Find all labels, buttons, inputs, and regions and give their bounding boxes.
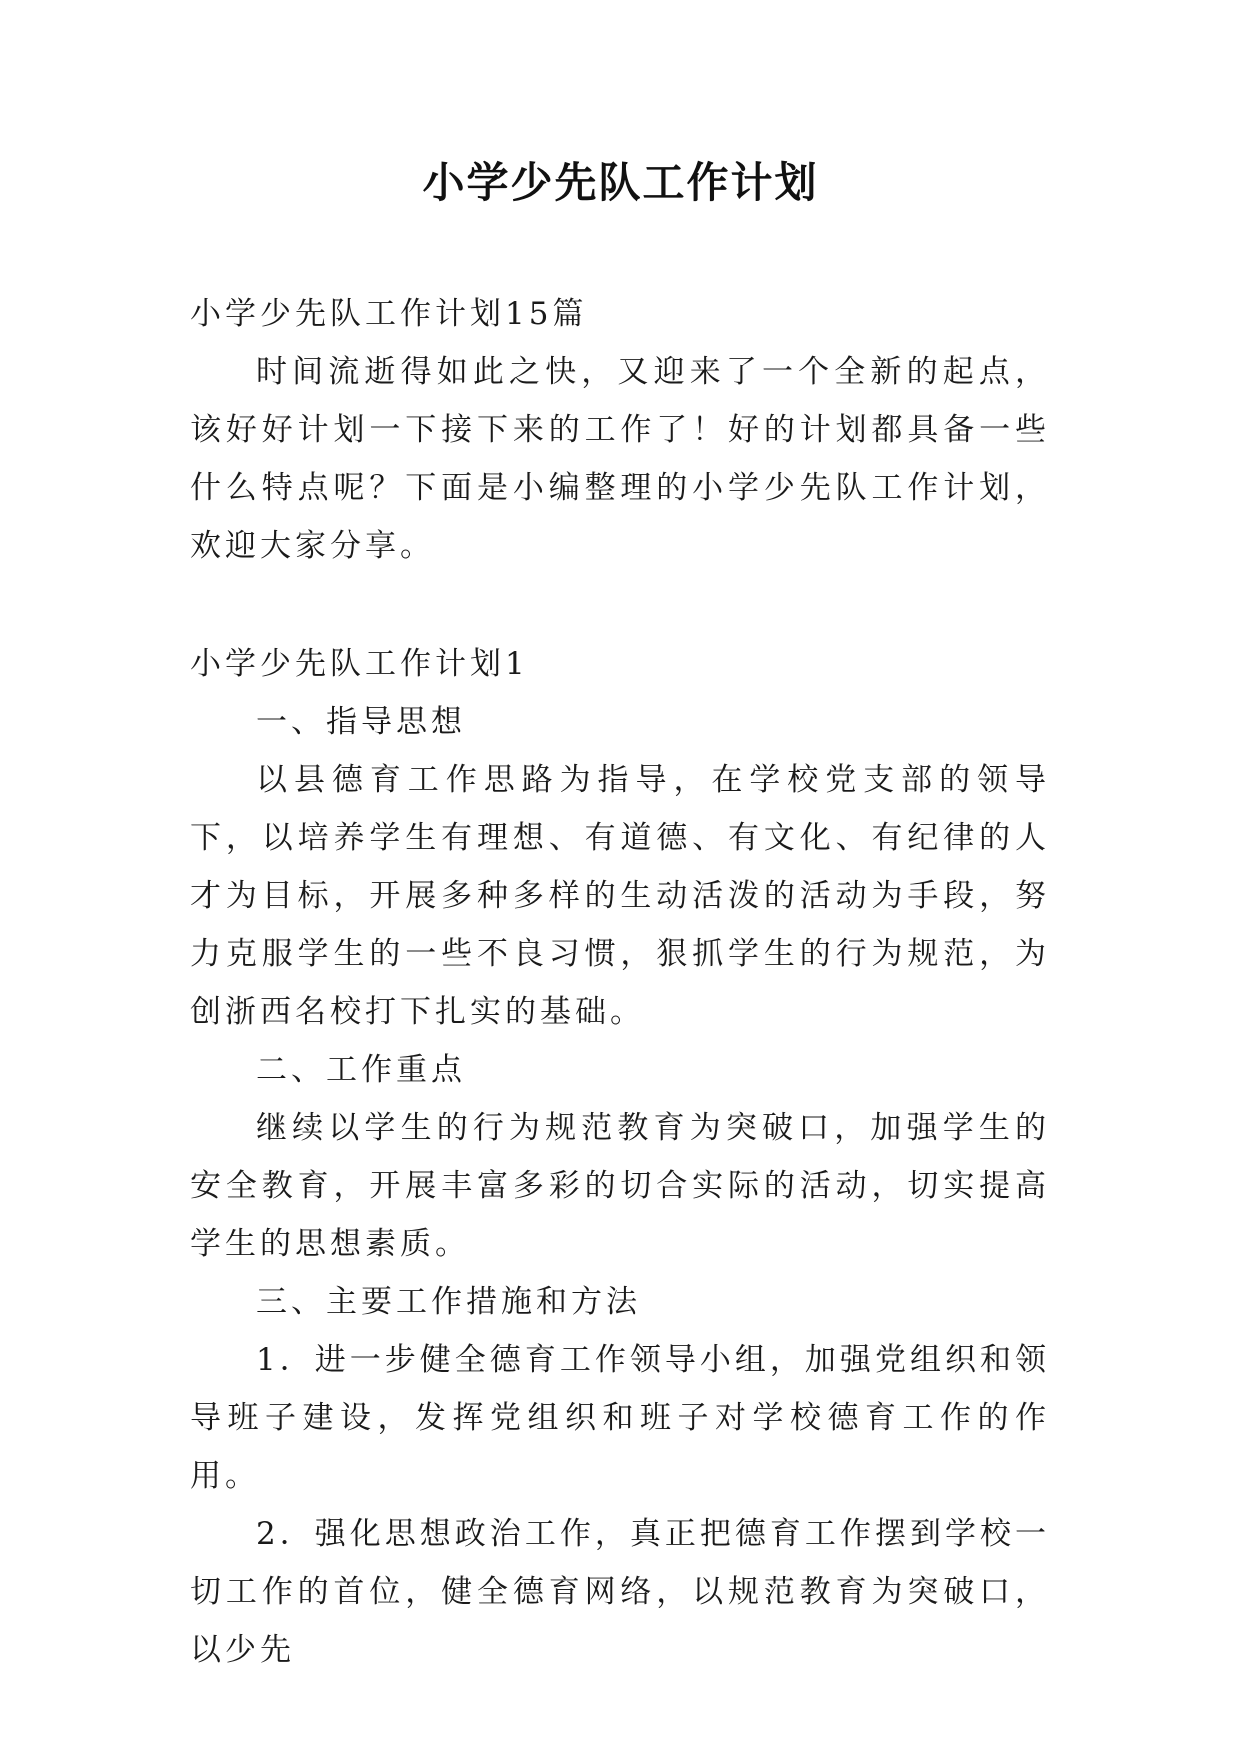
document-body: [190, 285, 1050, 1679]
paragraph-work-focus: 继续以学生的行为规范教育为突破口，加强学生的安全教育，开展丰富多彩的切合实际的活动，切实提高学生的思想素质。: [190, 1110, 1050, 1262]
section-title: 小学少先队工作计划1: [190, 646, 529, 682]
heading-guiding-ideology: 一、指导思想: [256, 704, 466, 740]
list-item: 1．进一步健全德育工作领导小组，加强党组织和领导班子建设，发挥党组织和班子对学校德育工作的作用。: [190, 1342, 1050, 1494]
document-subtitle: 小学少先队工作计划15篇: [190, 296, 588, 332]
paragraph-gap: [190, 575, 1050, 635]
paragraph-guiding-ideology: 以县德育工作思路为指导，在学校党支部的领导下，以培养学生有理想、有道德、有文化、有纪律的人才为目标，开展多种多样的生动活泼的活动为手段，努力克服学生的一些不良习惯，狠抓学生的行为规范，为创浙西名校打下扎实的基础。: [190, 762, 1050, 1030]
heading-main-measures: 三、主要工作措施和方法: [256, 1284, 641, 1320]
intro-paragraph: 时间流逝得如此之快，又迎来了一个全新的起点，该好好计划一下接下来的工作了！好的计划都具备一些什么特点呢？下面是小编整理的小学少先队工作计划，欢迎大家分享。: [190, 354, 1050, 564]
heading-work-focus: 二、工作重点: [256, 1052, 466, 1088]
list-item: 2．强化思想政治工作，真正把德育工作摆到学校一切工作的首位，健全德育网络，以规范教育为突破口，以少先: [190, 1516, 1050, 1668]
document-title: 小学少先队工作计划: [422, 158, 819, 207]
